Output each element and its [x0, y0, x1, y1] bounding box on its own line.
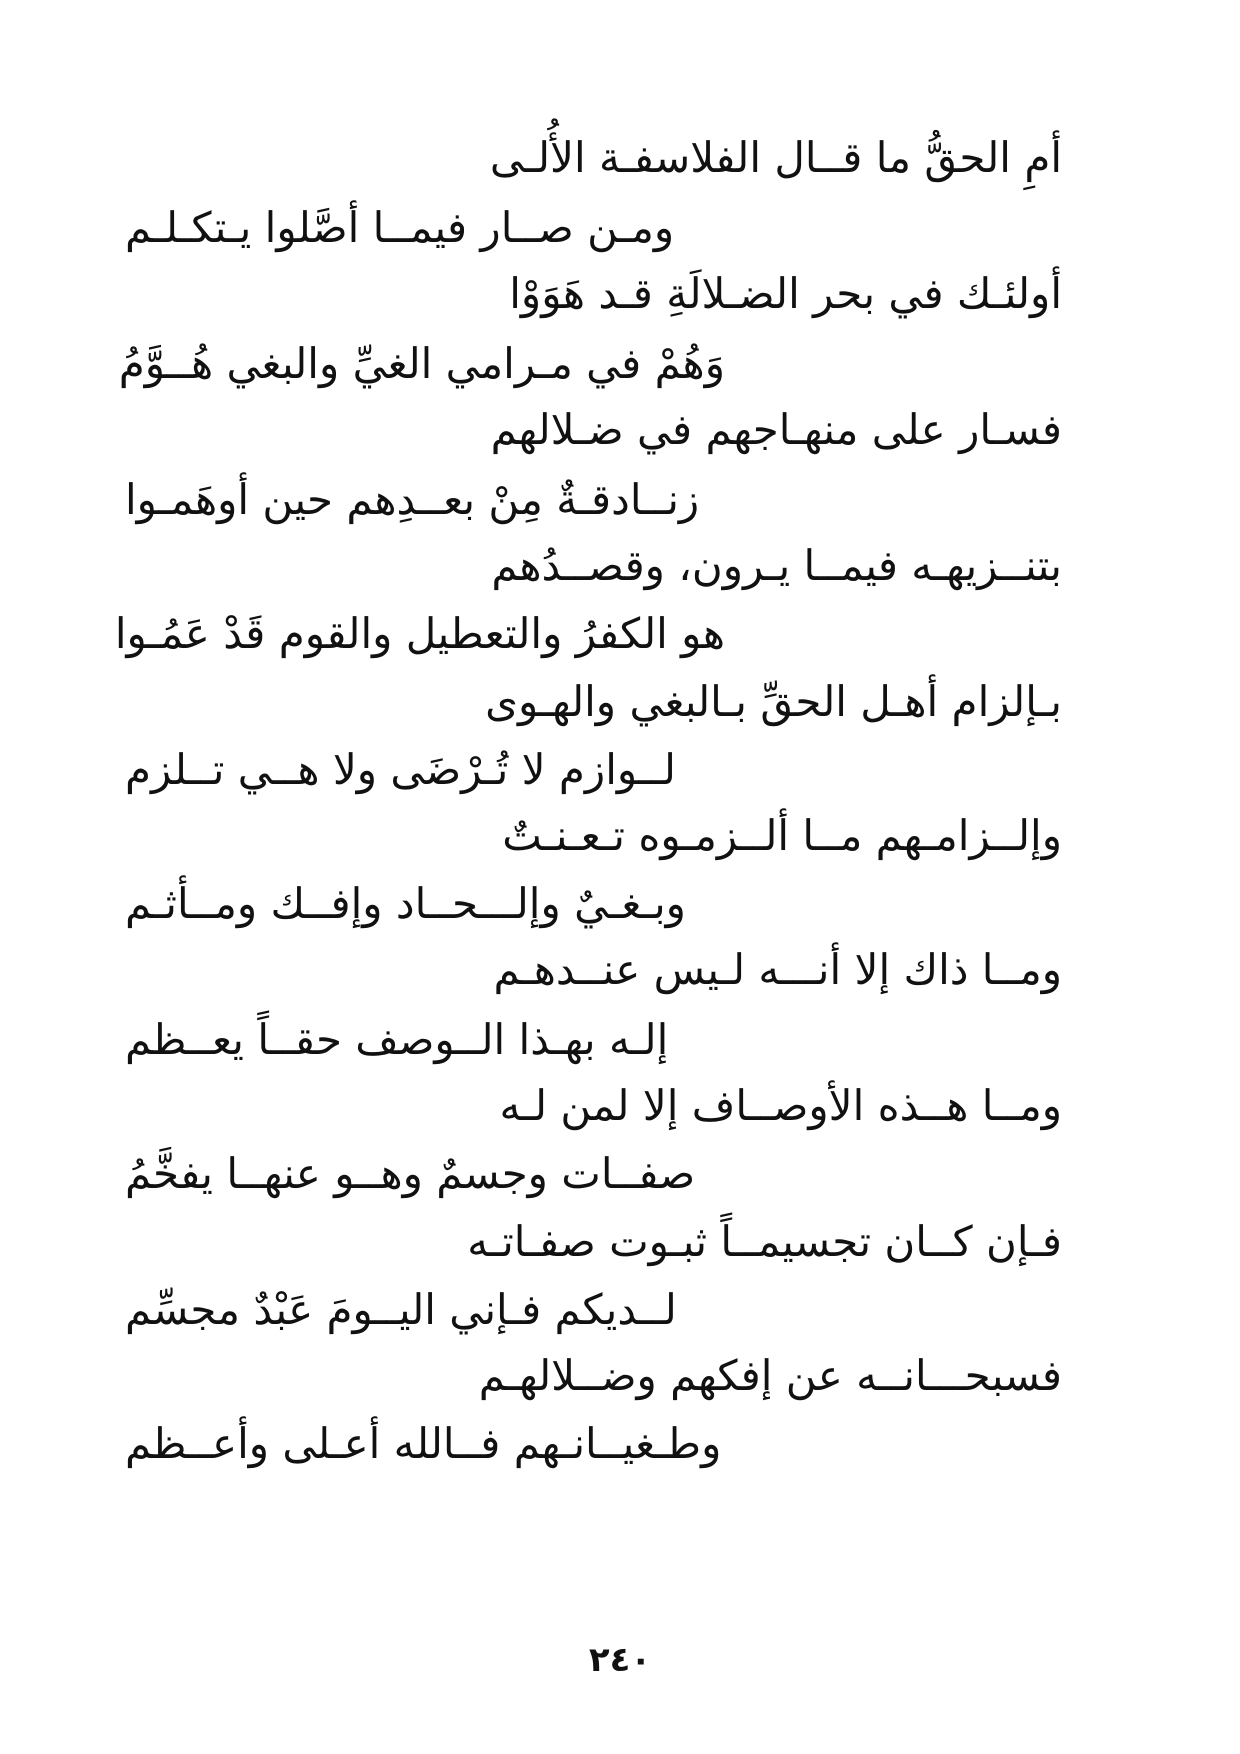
- verse-3-first-half: فسـار على منهـاجهم في ضـلالهم: [490, 405, 1062, 454]
- verse-5-second-half: لــوازم لا تُـرْضَى ولا هــي تــلزم: [125, 745, 676, 794]
- verse-2-second-half: وَهُمْ في مـرامي الغيِّ والبغي هُــوَّمُ: [118, 339, 725, 388]
- verse-1-first-half: أمِ الحقُّ ما قــال الفلاسفـة الأُلـى: [489, 133, 1062, 182]
- verse-5-first-half: بـإلزام أهـل الحقِّ بـالبغي والهـوى: [485, 677, 1062, 726]
- verse-10-second-half: وطـغيــانـهم فــالله أعـلى وأعــظم: [125, 1419, 722, 1468]
- verse-9-first-half: فـإن كــان تجسيمــاً ثبـوت صفـاتـه: [467, 1217, 1062, 1266]
- verse-7-first-half: ومــا ذاك إلا أنـــه لـيس عنــدهـم: [493, 945, 1062, 994]
- verse-10-first-half: فسبحـــانــه عن إفكهم وضــلالهـم: [478, 1351, 1062, 1400]
- page-number: ٢٤٠: [588, 1640, 652, 1680]
- verse-6-first-half: وإلــزامـهم مــا ألــزمـوه تـعـنـتٌ: [502, 811, 1062, 860]
- verse-2-first-half: أولئـك في بحر الضـلالَةِ قـد هَوَوْا: [509, 269, 1062, 318]
- verse-9-second-half: لــديكم فـإني اليــومَ عَبْدٌ مجسِّم: [125, 1285, 677, 1334]
- verse-7-second-half: إلـه بهـذا الــوصف حقــاً يعــظم: [125, 1015, 669, 1064]
- verse-4-first-half: بتنــزيهـه فيمــا يـرون، وقصــدُهم: [491, 541, 1062, 590]
- verse-6-second-half: وبـغـيٌ وإلـــحــاد وإفــك ومــأثـم: [125, 879, 686, 928]
- verse-8-second-half: صفــات وجسمٌ وهــو عنهــا يفخَّمُ: [125, 1149, 696, 1198]
- verse-3-second-half: زنــادقـةٌ مِنْ بعــدِهم حين أوهَمـوا: [125, 475, 700, 524]
- verse-1-second-half: ومـن صــار فيمــا أصَّلوا يـتكـلـم: [125, 203, 675, 252]
- verse-4-second-half: هو الكفرُ والتعطيل والقوم قَدْ عَمُـوا: [114, 609, 725, 658]
- verse-8-first-half: ومــا هــذه الأوصــاف إلا لمن لـه: [499, 1081, 1062, 1130]
